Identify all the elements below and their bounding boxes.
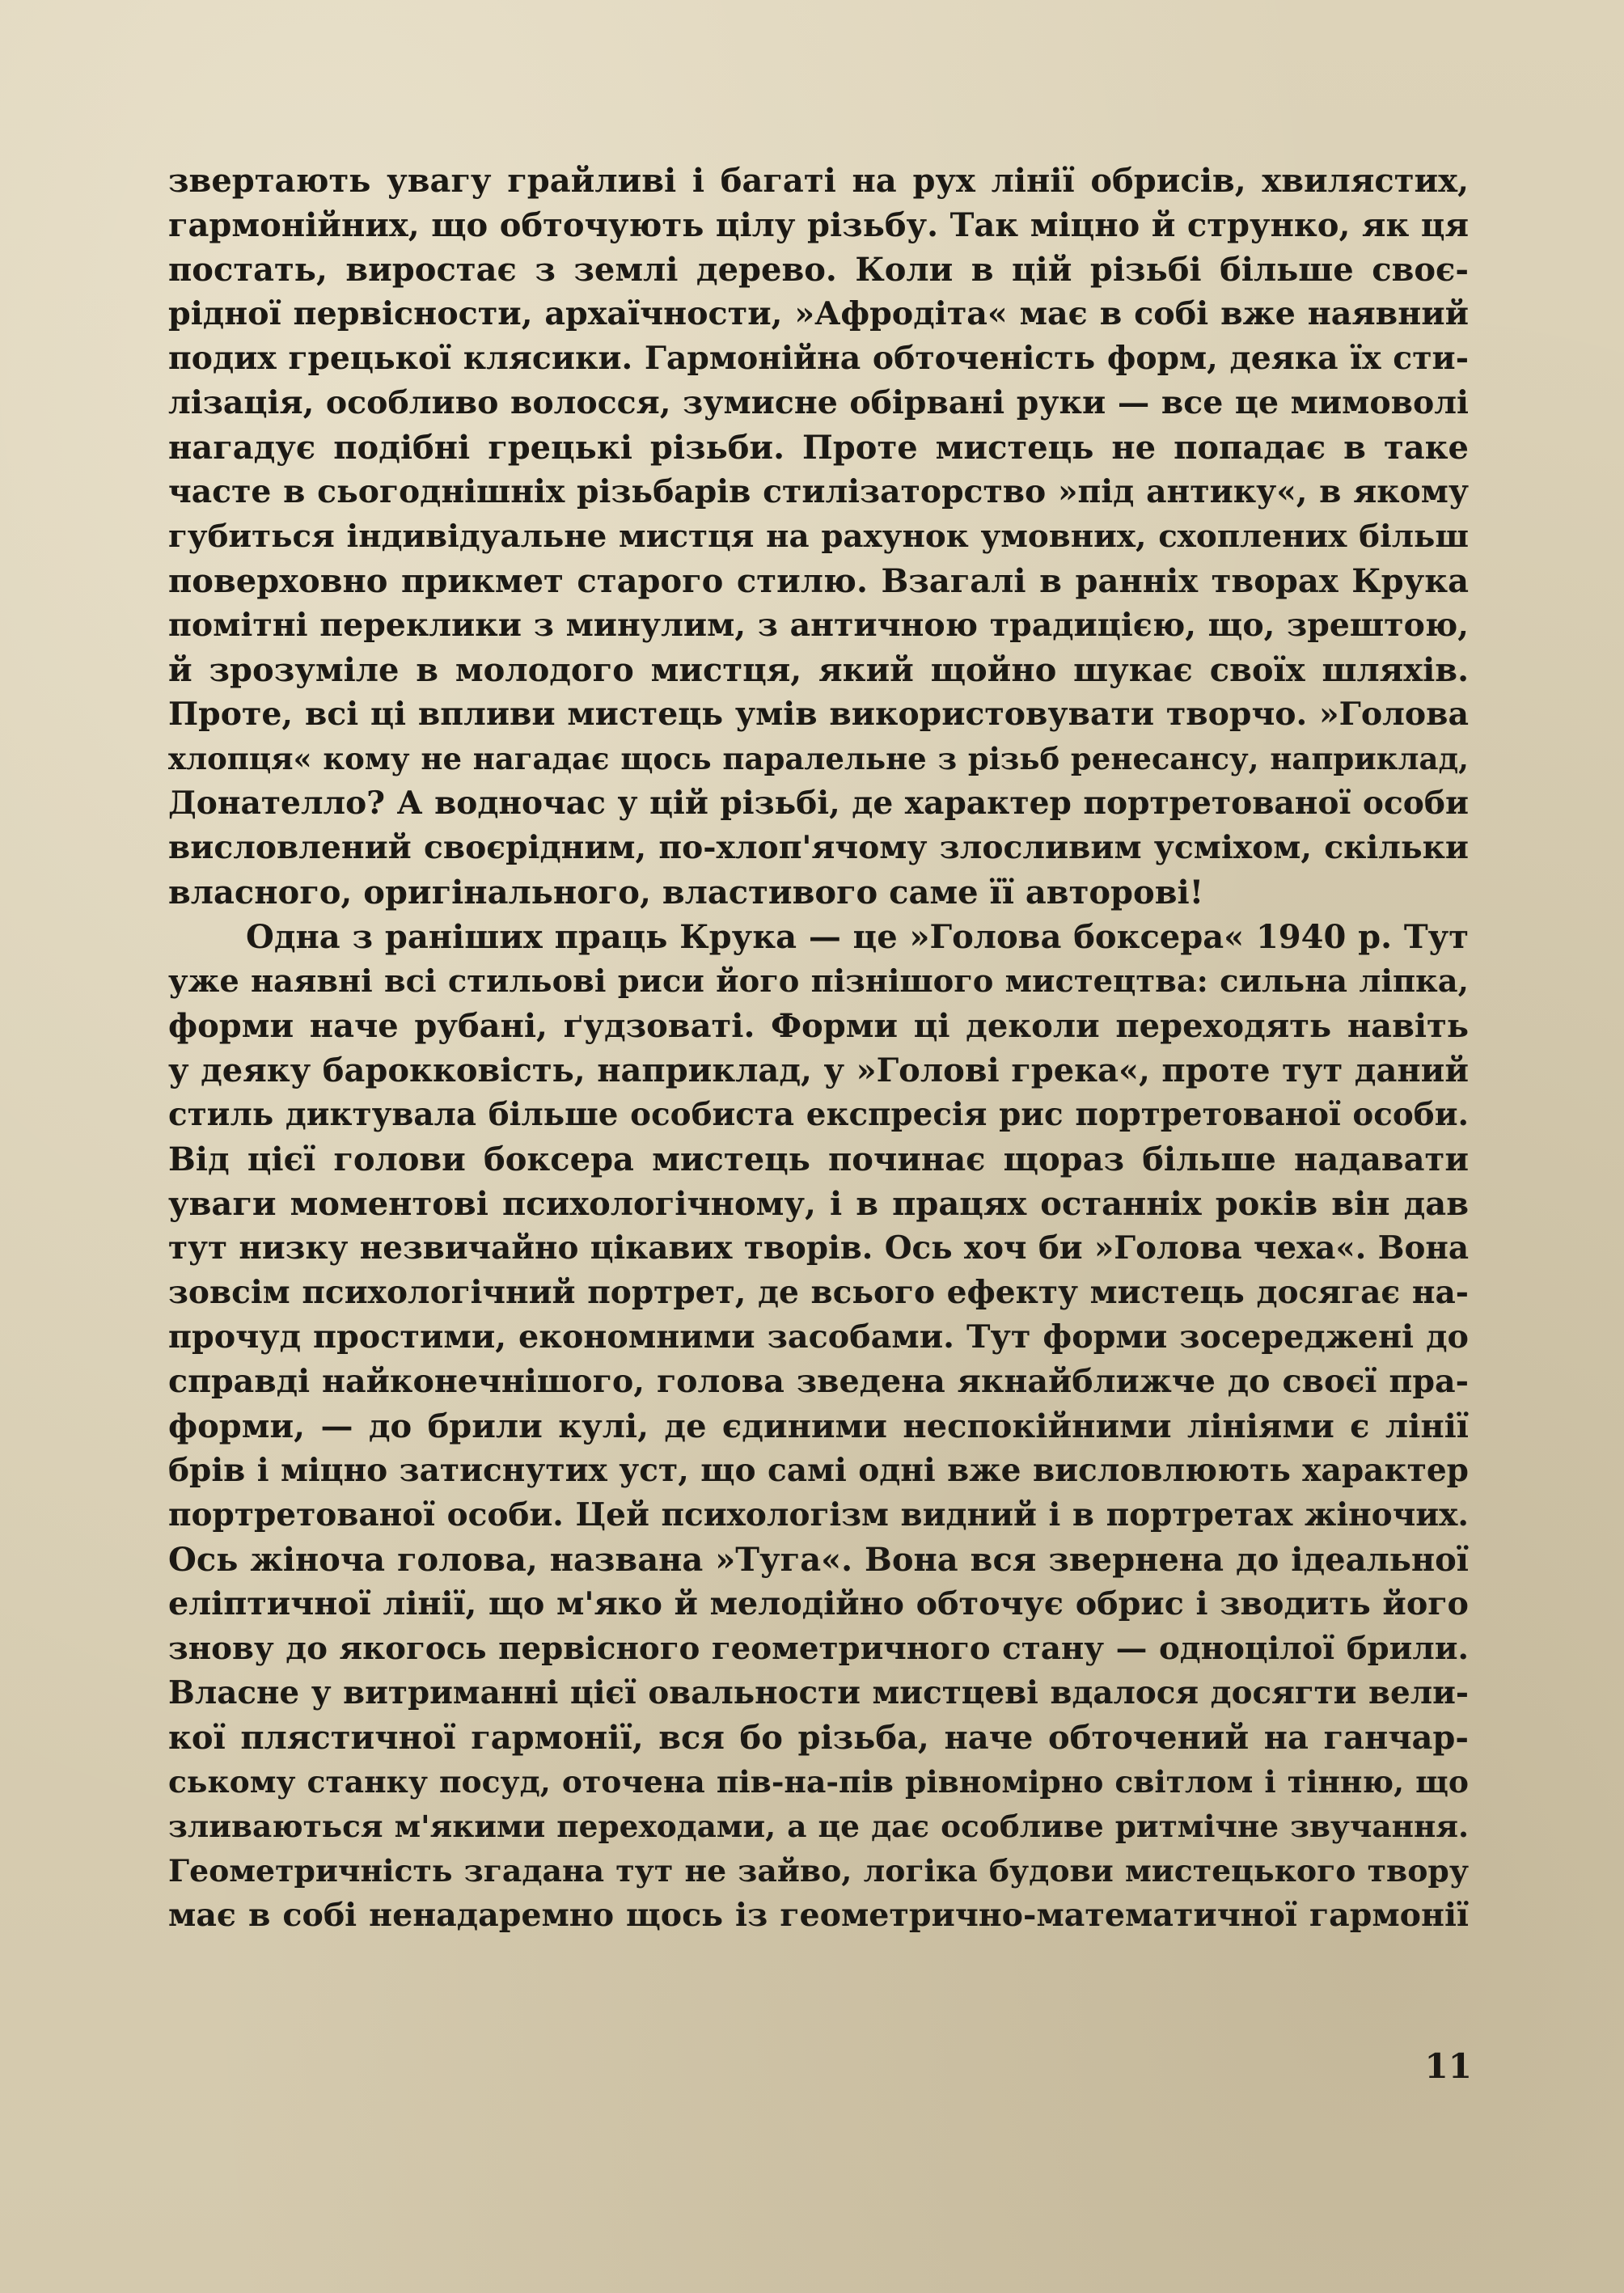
text-line: губиться індивідуальне мистця на рахунок умовних, схоплених більш bbox=[168, 518, 1469, 555]
text-line: рідної первісности, архаїчности, »Афродіта« має в собі вже наявний bbox=[168, 295, 1469, 332]
text-line: тут низку незвичайно цікавих творів. Ось хоч би »Голова чеха«. Вона bbox=[168, 1230, 1469, 1267]
text-line: й зрозуміле в молодого мистця, який щойно шукає своїх шляхів. bbox=[168, 651, 1469, 689]
text-line: Геометричність згадана тут не зайво, логіка будови мистецького твору bbox=[168, 1853, 1469, 1889]
text-line: часте в сьогоднішніх різьбарів стилізаторство »під антику«, в якому bbox=[168, 473, 1469, 510]
text-line: зливаються м'якими переходами, а це дає особливе ритмічне звучання. bbox=[168, 1809, 1469, 1844]
text-line: Донателло? А водночас у цій різьбі, де характер портретованої особи bbox=[168, 785, 1469, 822]
text-line: Власне у витриманні цієї овальности мистцеві вдалося досягти вели- bbox=[168, 1675, 1469, 1711]
text-line: кої плястичної гармонії, вся бо різьба, наче обточений на ганчар- bbox=[168, 1719, 1469, 1757]
text-line: у деяку барокковість, наприклад, у »Голові грека«, проте тут даний bbox=[168, 1051, 1469, 1089]
text-line: Від цієї голови боксера мистець починає щораз більше надавати bbox=[168, 1140, 1469, 1178]
text-line: нагадує подібні грецькі різьби. Проте мистець не попадає в таке bbox=[168, 429, 1469, 467]
text-line: гармонійних, що обточують цілу різьбу. Так міцно й струнко, як ця bbox=[168, 206, 1469, 244]
paragraph-2 bbox=[168, 915, 1469, 1938]
page-number: 11 bbox=[1424, 2046, 1472, 2086]
text-line: Ось жіноча голова, названа »Туга«. Вона вся звернена до ідеальної bbox=[168, 1541, 1469, 1579]
text-line: власного, оригінального, властивого саме її авторові! bbox=[168, 874, 1204, 912]
text-line: брів і міцно затиснутих уст, що самі одні вже висловлюють характер bbox=[168, 1452, 1469, 1489]
text-line: портретованої особи. Цей психологізм видний і в портретах жіночих. bbox=[168, 1496, 1469, 1534]
text-line: висловлений своєрідним, по-хлоп'ячому злосливим усміхом, скільки bbox=[168, 829, 1469, 866]
text-line: поверховно прикмет старого стилю. Взагалі в ранніх творах Крука bbox=[168, 562, 1469, 600]
text-line: Одна з раніших праць Крука — це »Голова боксера« 1940 р. Тут bbox=[246, 918, 1469, 956]
text-line: звертають увагу грайливі і багаті на рух лінії обрисів, хвилястих, bbox=[168, 162, 1469, 200]
text-line: помітні переклики з минулим, з античною традицією, що, зрештою, bbox=[168, 607, 1469, 644]
text-line: має в собі ненадаремно щось із геометрично-математичної гармонії bbox=[168, 1897, 1469, 1934]
text-line: лізація, особливо волосся, зумисне обірвані руки — все це мимоволі bbox=[168, 384, 1469, 421]
text-line: еліптичної лінії, що м'яко й мелодійно обточує обрис і зводить його bbox=[168, 1585, 1469, 1622]
text-line: зовсім психологічний портрет, де всього ефекту мистець досягає на- bbox=[168, 1274, 1469, 1311]
text-line: форми, — до брили кулі, де єдиними неспокійними лініями є лінії bbox=[168, 1407, 1469, 1445]
body-text bbox=[168, 159, 1469, 1938]
text-line: прочуд простими, економними засобами. Тут форми зосереджені до bbox=[168, 1318, 1469, 1356]
text-line: знову до якогось первісного геометричного стану — одноцілої брили. bbox=[168, 1631, 1469, 1667]
text-line: хлопця« кому не нагадає щось паралельне з різьб ренесансу, наприклад, bbox=[168, 741, 1469, 776]
text-line: ському станку посуд, оточена пів-на-пів рівномірно світлом і тінню, що bbox=[168, 1764, 1469, 1800]
paragraph-1 bbox=[168, 159, 1469, 915]
text-line: уже наявні всі стильові риси його пізнішого мистецтва: сильна ліпка, bbox=[168, 963, 1469, 1000]
text-line: форми наче рубані, ґудзоваті. Форми ці деколи переходять навіть bbox=[168, 1007, 1469, 1045]
text-line: подих грецької клясики. Гармонійна обточеність форм, деяка їх сти- bbox=[168, 340, 1469, 377]
text-line: справді найконечнішого, голова зведена якнайближче до своєї пра- bbox=[168, 1363, 1469, 1400]
text-line: постать, виростає з землі дерево. Коли в цій різьбі більше своє- bbox=[168, 251, 1469, 289]
text-line: уваги моментові психологічному, і в працях останніх років він дав bbox=[168, 1185, 1469, 1223]
text-line: Проте, всі ці впливи мистець умів використовувати творчо. »Голова bbox=[168, 696, 1469, 733]
text-line: стиль диктувала більше особиста експресія рис портретованої особи. bbox=[168, 1097, 1469, 1133]
